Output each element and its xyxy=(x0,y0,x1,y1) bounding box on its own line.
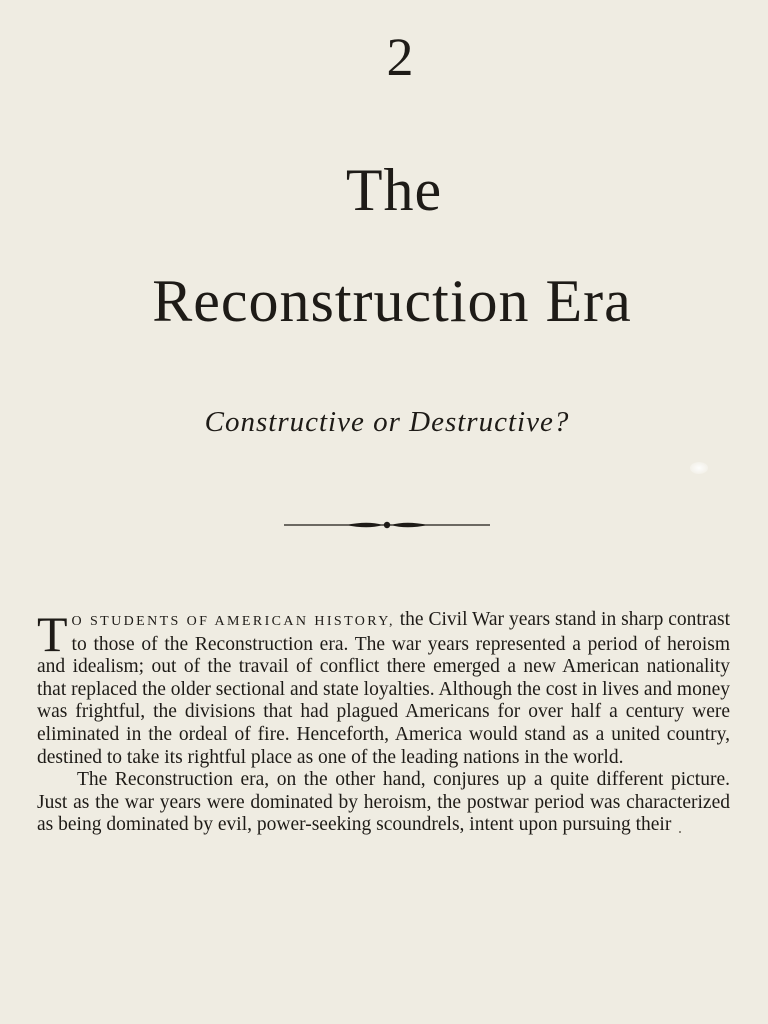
paragraph-2: The Reconstruction era, on the other hand, conjures up a quite different picture. Just as the war years were dominated by heroism, the postwar period was characterized as being dominated by evil, power-seeking scoundrels, intent upon pursuing their xyxy=(37,769,730,836)
chapter-title-line-2: Reconstruction Era xyxy=(152,268,632,334)
chapter-body xyxy=(37,606,730,837)
chapter-subtitle: Constructive or Destructive? xyxy=(204,406,570,438)
paragraph-1-text: the Civil War years stand in sharp contrast to those of the Reconstruction era. The war years represented a period of heroism and idealism; out of the travail of conflict there emerged a new American nationality that replaced the older sectional and state loyalties. Although the cost in lives and money was frightful, the divisions that had plagued Americans for over half a century were eliminated in the ordeal of fire. Henceforth, America would stand as a united country, destined to take its rightful place as one of the leading nations in the world. xyxy=(37,609,730,768)
chapter-number: 2 xyxy=(386,27,414,87)
paper-speck xyxy=(679,831,681,833)
ornamental-divider xyxy=(284,517,490,533)
lead-in-small-caps: O STUDENTS OF AMERICAN HISTORY, xyxy=(71,614,395,629)
chapter-title-line-1: The xyxy=(345,157,443,223)
paper-smudge xyxy=(690,462,708,474)
drop-cap: T xyxy=(37,606,68,662)
paragraph-1 xyxy=(37,606,730,769)
